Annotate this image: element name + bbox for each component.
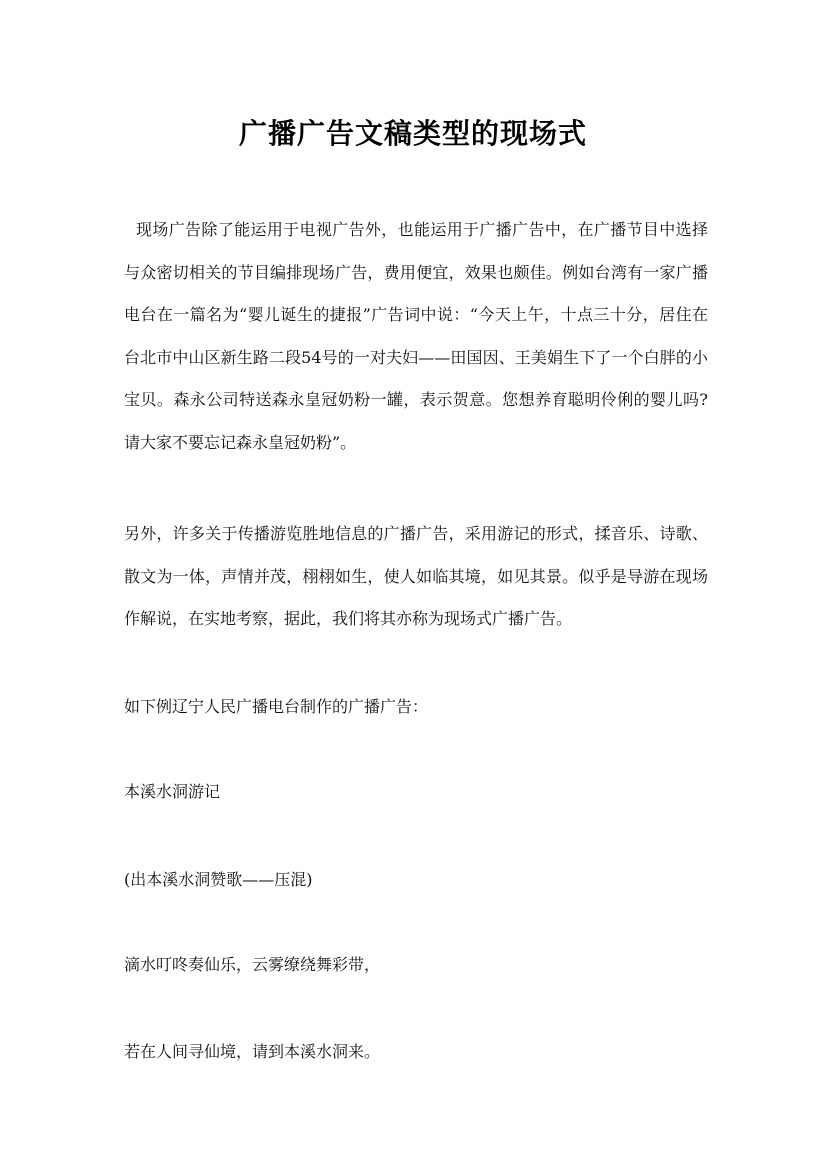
document-title: 广播广告文稿类型的现场式 <box>238 117 587 150</box>
paragraph-travel-ads: 另外，许多关于传播游览胜地信息的广播广告，采用游记的形式，揉音乐、诗歌、散文为一体，声情并茂，栩栩如生，使人如临其境，如见其景。似乎是导游在现场作解说，在实地考察，据此，我们将其亦称为现场式广播广告。 <box>124 524 708 628</box>
example-title: 本溪水洞游记 <box>124 782 221 801</box>
paragraph-example-intro: 如下例辽宁人民广播电台制作的广播广告： <box>124 697 429 716</box>
example-verse-line-1: 滴水叮咚奏仙乐，云雾缭绕舞彩带， <box>124 955 381 974</box>
example-verse-line-2: 若在人间寻仙境，请到本溪水洞来。 <box>124 1042 381 1061</box>
example-stage-direction: (出本溪水洞赞歌——压混) <box>124 870 313 889</box>
paragraph-intro: 现场广告除了能运用于电视广告外，也能运用于广播广告中，在广播节目中选择与众密切相关的节目编排现场广告，费用便宜，效果也颇佳。例如台湾有一家广播电台在一篇名为“婴儿诞生的捷报”广告词中说：“今天上午，十点三十分，居住在台北市中山区新生路二段54号的一对夫妇——田国因、王美娟生下了一个白胖的小宝贝。森永公司特送森永皇冠奶粉一罐，表示贺意。您想养育聪明伶俐的婴儿吗?请大家不要忘记森永皇冠奶粉”。 <box>124 220 708 452</box>
